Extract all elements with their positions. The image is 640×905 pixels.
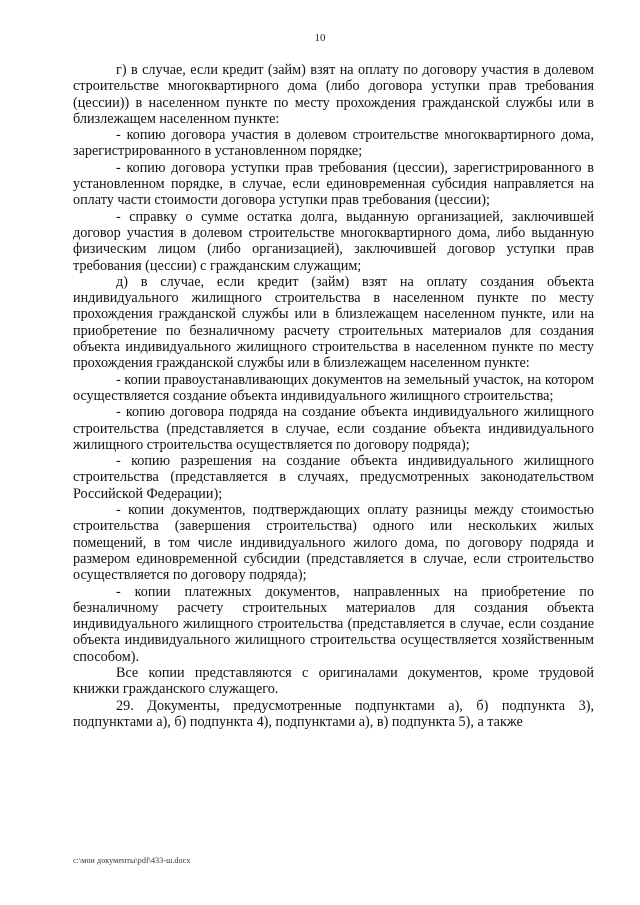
footer-file-path: c:\мои документы\pdf\433-ш.docx bbox=[73, 856, 191, 865]
paragraph-subitem-d: д) в случае, если кредит (займ) взят на оплату создания объекта индивидуального жилищного строительства в населенном пункте по месту прохождения гражданской службы или в близлежащем населенном пункте, или на приобретение по безналичному расчету строительных материалов для создания объекта индивидуального жилищного строительства в населенном пункте по месту прохождения гражданской службы или в близлежащем населенном пункте: bbox=[73, 273, 594, 372]
paragraph-list-item: - копию договора участия в долевом строительстве многоквартирного дома, зарегистрированного в установленном порядке; bbox=[73, 127, 594, 160]
paragraph-list-item: - копии документов, подтверждающих оплату разницы между стоимостью строительства (завершения строительства) одного или нескольких жилых помещений, в том числе индивидуального жилого дома, по договору подряда и размером единовременной субсидии (представляется в случае, если строительство осуществляется по договору подряда); bbox=[73, 502, 594, 584]
paragraph-list-item: - копию договора подряда на создание объекта индивидуального жилищного строительства (представляется в случае, если создание объекта индивидуального жилищного строительства осуществляется по договору подряда); bbox=[73, 404, 594, 453]
paragraph-list-item: - копии правоустанавливающих документов на земельный участок, на котором осуществляется создание объекта индивидуального жилищного строительства; bbox=[73, 371, 594, 404]
paragraph-copies-note: Все копии представляются с оригиналами документов, кроме трудовой книжки гражданского служащего. bbox=[73, 664, 594, 698]
paragraph-list-item: - справку о сумме остатка долга, выданную организацией, заключившей договор участия в долевом строительстве многоквартирного дома, либо выданную физическим лицом (либо организацией), заключившей договор уступки прав требования (цессии) с гражданским служащим; bbox=[73, 208, 594, 274]
page-number: 10 bbox=[314, 32, 326, 44]
paragraph-subitem-g: г) в случае, если кредит (займ) взят на оплату по договору участия в долевом строительстве многоквартирного дома (либо договора уступки прав требования (цессии)) в населенном пункте по месту прохождения гражданской службы или в близлежащем населенном пункте: bbox=[73, 62, 594, 127]
document-body bbox=[73, 62, 594, 730]
paragraph-list-item: - копию договора уступки прав требования (цессии), зарегистрированного в установленном порядке, в случае, если единовременная субсидия направляется на оплату части стоимости договора уступки прав требования (цессии); bbox=[73, 159, 594, 209]
paragraph-item-29: 29. Документы, предусмотренные подпунктами а), б) подпункта 3), подпунктами а), б) подпункта 4), подпунктами а), в) подпункта 5), а также bbox=[73, 697, 594, 730]
paragraph-list-item: - копию разрешения на создание объекта индивидуального жилищного строительства (представляется в случаях, предусмотренных законодательством Российской Федерации); bbox=[73, 453, 594, 502]
paragraph-list-item: - копии платежных документов, направленных на приобретение по безналичному расчету строительных материалов для создания объекта индивидуального жилищного строительства (представляется в случае, если создание объекта индивидуального жилищного строительства осуществляется хозяйственным способом). bbox=[73, 583, 594, 665]
